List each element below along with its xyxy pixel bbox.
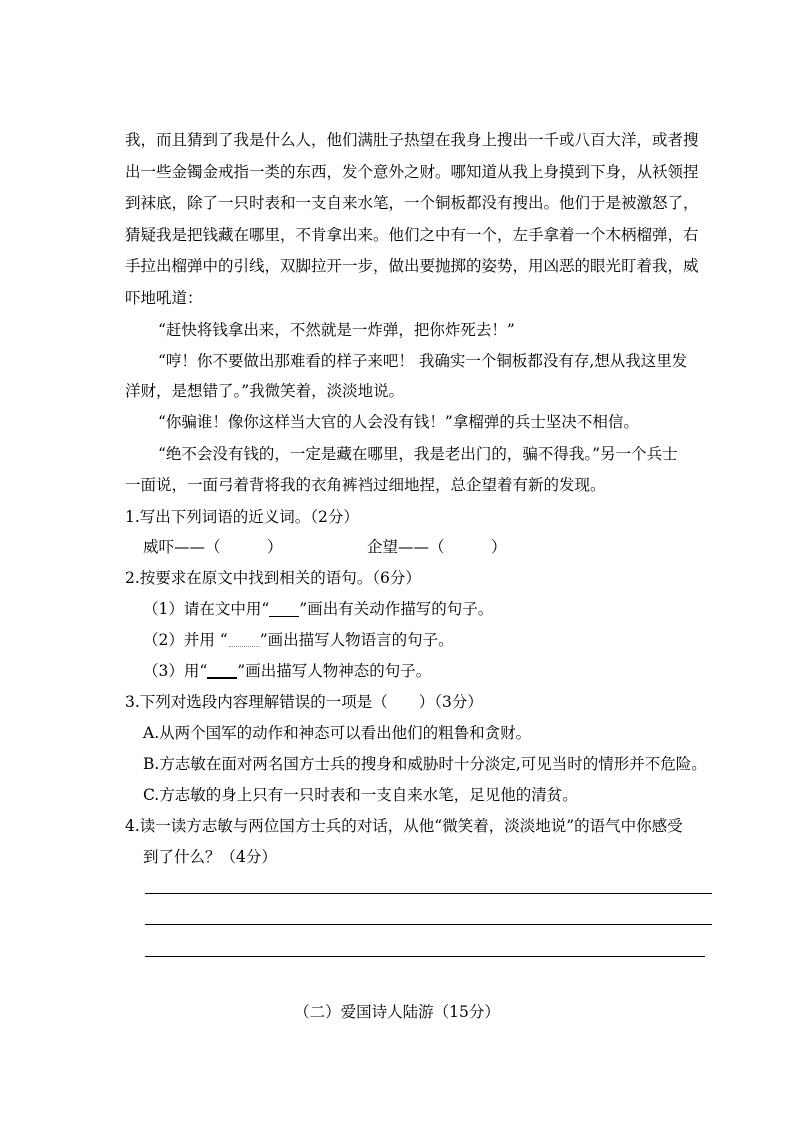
sub-3-prefix: （3）用“ [143, 662, 208, 680]
question-2-sub-3 [143, 661, 431, 681]
wavy-underline-sample [229, 636, 259, 647]
dialogue-line: 一面说，一面弓着背将我的衣角裤裆过细地捏，总企望着有新的发现。 [125, 476, 606, 494]
question-1-item-b: 企望——（ ） [367, 538, 507, 556]
bold-underline-sample [207, 665, 237, 679]
passage-line: 到袜底，除了一只时表和一支自来水笔，一个铜板都没有搜出。他们于是被激怒了， [125, 194, 699, 212]
question-4-line-1: 4.读一读方志敏与两位国方士兵的对话，从他“微笑着，淡淡地说”的语气中你感受 [125, 817, 683, 835]
answer-line[interactable] [145, 956, 705, 957]
section-heading: （二）爱国诗人陆游（15分） [294, 1003, 500, 1021]
passage-line: 我，而且猜到了我是什么人，他们满肚子热望在我身上搜出一千或八百大洋，或者搜 [125, 131, 699, 149]
sub-2-prefix: （2）并用 “ [143, 631, 228, 649]
sub-3-suffix: ”画出描写人物神态的句子。 [237, 662, 432, 680]
answer-line[interactable] [145, 893, 712, 894]
question-1-item-a: 威吓——（ ） [143, 538, 283, 556]
dialogue-line: “你骗谁！像你这样当大官的人会没有钱！”拿榴弹的兵士坚决不相信。 [158, 413, 639, 431]
passage-line: 手拉出榴弹中的引线，双脚拉开一步，做出要抛掷的姿势，用凶恶的眼光盯着我，威 [125, 257, 699, 275]
question-3-option-a: A.从两个国军的动作和神态可以看出他们的粗鲁和贪财。 [143, 724, 532, 742]
dialogue-line: “赶快将钱拿出来，不然就是一炸弹，把你炸死去！” [158, 321, 515, 339]
question-1-title: 1.写出下列词语的近义词。（2分） [125, 508, 359, 526]
passage-line: 猜疑我是把钱藏在哪里，不肯拿出来。他们之中有一个，左手拿着一个木柄榴弹，右 [125, 226, 699, 244]
sub-1-prefix: （1）请在文中用“ [143, 600, 270, 618]
sub-2-suffix: ”画出描写人物语言的句子。 [259, 631, 454, 649]
dialogue-line: “绝不会没有钱的，一定是藏在哪里，我是老出门的，骗不得我。”另一个兵士 [158, 445, 678, 463]
question-3-option-b: B.方志敏在面对两名国方士兵的搜身和威胁时十分淡定,可见当时的情形并不危险。 [143, 755, 707, 773]
question-2-sub-2 [143, 630, 454, 650]
question-2-sub-1 [143, 599, 493, 619]
passage-line: 吓地吼道： [125, 289, 203, 307]
question-2-title: 2.按要求在原文中找到相关的语句。（6分） [125, 569, 421, 587]
straight-underline-sample [269, 604, 299, 617]
answer-line[interactable] [145, 924, 712, 925]
question-3-option-c: C.方志敏的身上只有一只时表和一支自来水笔，足见他的清贫。 [143, 786, 578, 804]
sub-1-suffix: ”画出有关动作描写的句子。 [299, 600, 494, 618]
dialogue-line: “哼！你不要做出那难看的样子来吧！ 我确实一个铜板都没有存,想从我这里发 [158, 352, 688, 370]
passage-line: 出一些金镯金戒指一类的东西，发个意外之财。哪知道从我上身摸到下身，从袄领捏 [125, 163, 699, 181]
dialogue-line: 洋财，是想错了。”我微笑着，淡淡地说。 [125, 382, 405, 400]
question-4-line-2: 到了什么？（4分） [143, 848, 277, 866]
question-3-title: 3.下列对选段内容理解错误的一项是（ ）（3分） [125, 693, 483, 711]
